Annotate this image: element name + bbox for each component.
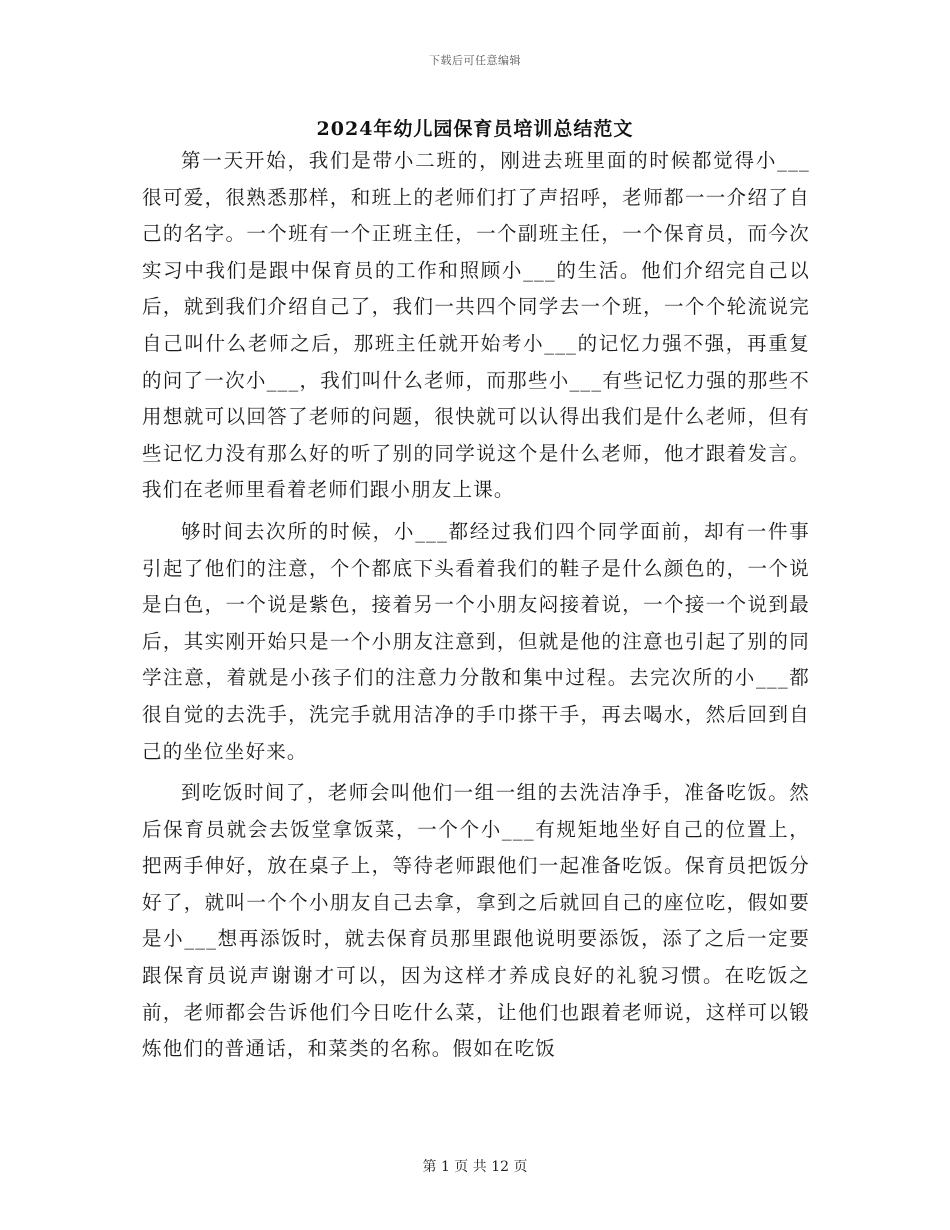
paragraph-1: 第一天开始，我们是带小二班的，刚进去班里面的时候都觉得小___很可爱，很熟悉那样，和班上的老师们打了声招呼，老师都一一介绍了自己的名字。一个班有一个正班主任，一个副班主任，一个保育员，而今次实习中我们是跟中保育员的工作和照顾小___的生活。他们介绍完自己以后，就到我们介绍自己了，我们一共四个同学去一个班，一个个轮流说完自己叫什么老师之后，那班主任就开始考小___的记忆力强不强，再重复的问了一次小___，我们叫什么老师，而那些小___有些记忆力强的那些不用想就可以回答了老师的问题，很快就可以认得出我们是什么老师，但有些记忆力没有那么好的听了别的同学说这个是什么老师，他才跟着发言。我们在老师里看着老师们跟小朋友上课。 (142, 149, 810, 502)
document-title: 2024年幼儿园保育员培训总结范文 (316, 118, 634, 140)
header-note: 下载后可任意编辑 (429, 54, 521, 67)
paragraph-3: 到吃饭时间了，老师会叫他们一组一组的去洗洁净手，准备吃饭。然后保育员就会去饭堂拿饭菜，一个个小___有规矩地坐好自己的位置上，把两手伸好，放在桌子上，等待老师跟他们一起准备吃饭。保育员把饭分好了，就叫一个个小朋友自己去拿，拿到之后就回自己的座位吃，假如要是小___想再添饭时，就去保育员那里跟他说明要添饭，添了之后一定要跟保育员说声谢谢才可以，因为这样才养成良好的礼貌习惯。在吃饭之前，老师都会告诉他们今日吃什么菜，让他们也跟着老师说，这样可以锻炼他们的普通话，和菜类的名称。假如在吃饭 (142, 781, 810, 1061)
paragraph-2: 够时间去次所的时候，小___都经过我们四个同学面前，却有一件事引起了他们的注意，个个都底下头看着我们的鞋子是什么颜色的，一个说是白色，一个说是紫色，接着另一个小朋友闷接着说，一个接一个说到最后，其实刚开始只是一个小朋友注意到，但就是他的注意也引起了别的同学注意，着就是小孩子们的注意力分散和集中过程。去完次所的小___都很自觉的去洗手，洗完手就用洁净的手巾搽干手，再去喝水，然后回到自己的坐位坐好来。 (142, 519, 810, 763)
document-body (142, 143, 810, 1073)
page-footer: 第 1 页 共 12 页 (422, 1159, 528, 1175)
